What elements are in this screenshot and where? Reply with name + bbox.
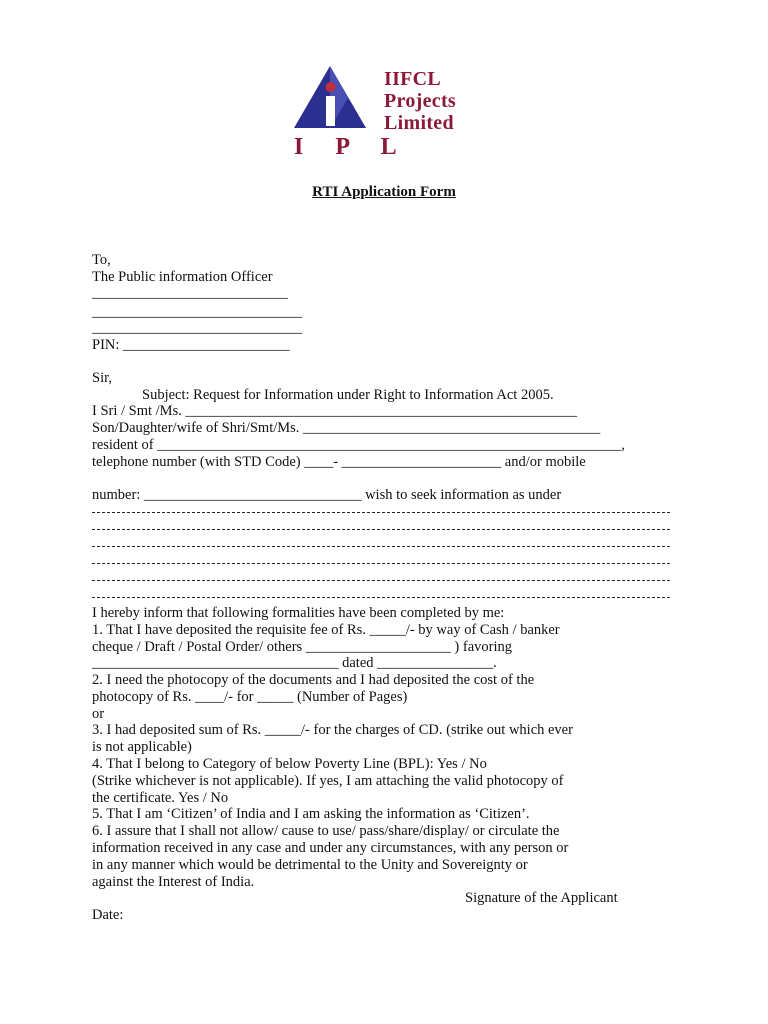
- salutation: Sir,: [92, 370, 112, 386]
- formality-line: 6. I assure that I shall not allow/ cause to use/ pass/share/display/ or circulate the: [92, 823, 560, 839]
- address-blank-1: ___________________________: [92, 285, 288, 301]
- signature-label: Signature of the Applicant: [465, 890, 618, 906]
- logo-text-line2: Projects: [384, 90, 456, 112]
- ipl-logo: [290, 62, 490, 162]
- form-title: RTI Application Form: [312, 184, 456, 200]
- relation-line: Son/Daughter/wife of Shri/Smt/Ms. _________________________________________: [92, 420, 601, 436]
- information-dashed-line: [92, 597, 670, 598]
- information-dashed-line: [92, 529, 670, 530]
- logo-text-line3: Limited: [384, 112, 454, 134]
- formality-line: 2. I need the photocopy of the documents and I had deposited the cost of the: [92, 672, 535, 688]
- formality-line: against the Interest of India.: [92, 874, 255, 890]
- formality-line: 5. That I am ‘Citizen’ of India and I am asking the information as ‘Citizen’.: [92, 806, 530, 822]
- formality-line: the certificate. Yes / No: [92, 790, 229, 806]
- subject-line: Subject: Request for Information under Right to Information Act 2005.: [142, 387, 554, 403]
- formality-line: __________________________________ dated ________________.: [92, 655, 497, 671]
- formality-line: is not applicable): [92, 739, 192, 755]
- address-blank-3: _____________________________: [92, 320, 303, 336]
- address-to: To,: [92, 252, 111, 268]
- logo-text-line1: IIFCL: [384, 68, 442, 90]
- address-officer: The Public information Officer: [92, 269, 273, 285]
- formality-line: 3. I had deposited sum of Rs. _____/- for the charges of CD. (strike out which ever: [92, 722, 573, 738]
- applicant-name-line: I Sri / Smt /Ms. ______________________________________________________: [92, 403, 577, 419]
- logo-abbreviation: I P L: [294, 134, 410, 160]
- telephone-line: telephone number (with STD Code) ____- ______________________ and/or mobile: [92, 454, 586, 470]
- formality-line: in any manner which would be detrimental to the Unity and Sovereignty or: [92, 857, 528, 873]
- date-label: Date:: [92, 907, 124, 923]
- formality-line: 4. That I belong to Category of below Poverty Line (BPL): Yes / No: [92, 756, 487, 772]
- information-dashed-line: [92, 580, 670, 581]
- information-dashed-line: [92, 563, 670, 564]
- formality-line: photocopy of Rs. ____/- for _____ (Number of Pages): [92, 689, 408, 705]
- information-dashed-line: [92, 512, 670, 513]
- formality-line: information received in any case and under any circumstances, with any person or: [92, 840, 569, 856]
- formality-line: or: [92, 706, 105, 722]
- address-blank-2: _____________________________: [92, 304, 303, 320]
- formality-line: (Strike whichever is not applicable). If yes, I am attaching the valid photocopy of: [92, 773, 564, 789]
- resident-line: resident of ________________________________________________________________,: [92, 437, 625, 453]
- information-dashed-line: [92, 546, 670, 547]
- formalities-intro: I hereby inform that following formalities have been completed by me:: [92, 605, 505, 621]
- address-pin: PIN: _______________________: [92, 337, 290, 353]
- mobile-line: number: ______________________________ wish to seek information as under: [92, 487, 562, 503]
- ipl-triangle-icon: [290, 62, 380, 142]
- formality-line: cheque / Draft / Postal Order/ others ____________________ ) favoring: [92, 639, 513, 655]
- formality-line: 1. That I have deposited the requisite fee of Rs. _____/- by way of Cash / banker: [92, 622, 560, 638]
